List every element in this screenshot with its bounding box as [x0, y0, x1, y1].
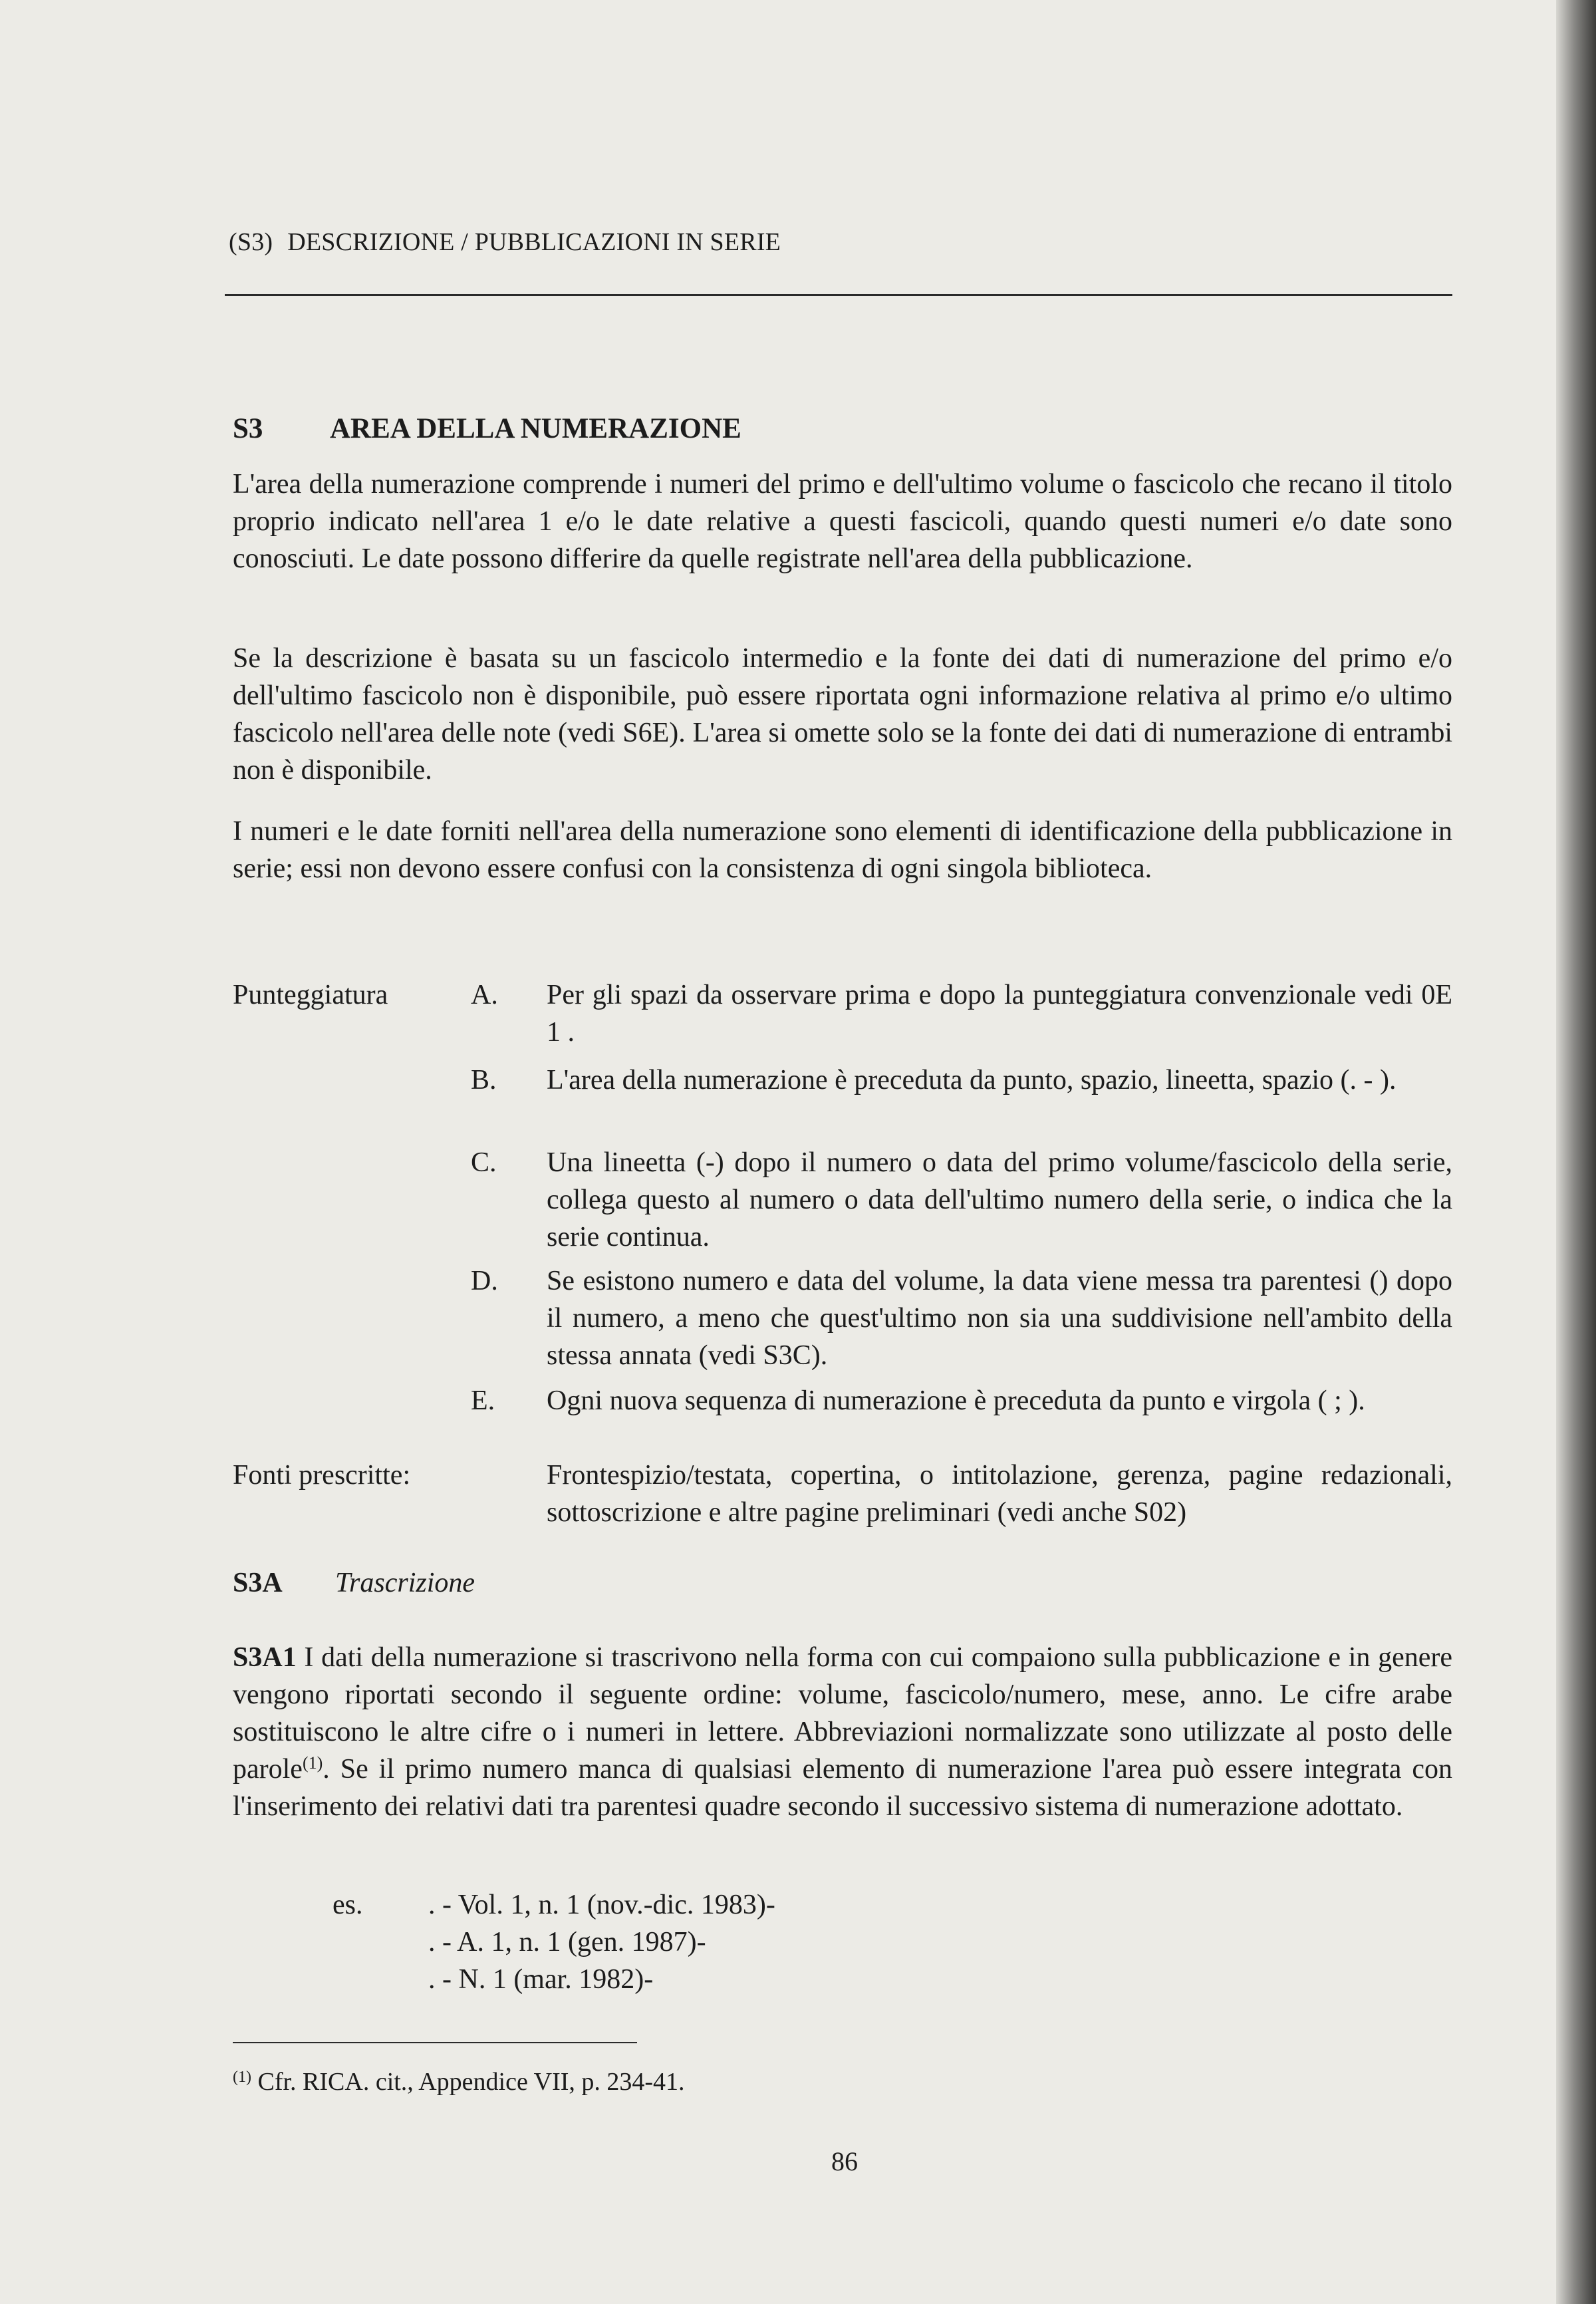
item-letter: C.	[471, 1147, 497, 1178]
item-letter: D.	[471, 1266, 498, 1296]
item-text: Una lineetta (-) dopo il numero o data del primo volume/fascicolo della serie, collega questo al numero o data dell'ultimo numero della serie, o indica che la serie continua.	[547, 1147, 1452, 1252]
subsection-heading	[233, 1567, 475, 1599]
rule-text-before: I dati della numerazione si trascrivono nella forma con cui compaiono sulla pubblicazione e in genere vengono riportati secondo il seguente ordine: volume, fascicolo/numero, mese, anno. Le cifre arabe sostituiscono le altre cifre o i numeri in lettere. Abbreviazioni normalizzate sono utilizzate al posto delle parole	[233, 1642, 1452, 1785]
example-line: . - A. 1, n. 1 (gen. 1987)-	[428, 1927, 706, 1957]
sources-label: Fonti prescritte:	[233, 1460, 411, 1491]
section-number: S3	[233, 413, 263, 444]
punctuation-label: Punteggiatura	[233, 980, 388, 1010]
footnote-marker: (1)	[233, 2069, 251, 2086]
item-text: L'area della numerazione è preceduta da punto, spazio, lineetta, spazio (. - ).	[547, 1065, 1396, 1095]
item-letter: A.	[471, 980, 498, 1010]
paragraph-3: I numeri e le date forniti nell'area della numerazione sono elementi di identificazione della pubblicazione in serie; essi non devono essere confusi con la consistenza di ogni singola biblioteca.	[233, 816, 1452, 884]
footnote-reference: (1)	[302, 1753, 323, 1773]
footnote-text: Cfr. RICA. cit., Appendice VII, p. 234-41.	[251, 2068, 685, 2096]
item-letter: B.	[471, 1065, 497, 1095]
punctuation-item-a	[471, 976, 1452, 1051]
subsection-number: S3A	[233, 1568, 283, 1598]
item-letter: E.	[471, 1385, 495, 1416]
example-line: . - Vol. 1, n. 1 (nov.-dic. 1983)-	[428, 1890, 775, 1920]
page-edge-shadow	[1556, 0, 1596, 2304]
rule-number: S3A1	[233, 1642, 297, 1673]
footnote	[233, 2067, 685, 2096]
header-title: DESCRIZIONE / PUBBLICAZIONI IN SERIE	[287, 228, 781, 256]
item-text: Ogni nuova sequenza di numerazione è preceduta da punto e virgola ( ; ).	[547, 1385, 1365, 1416]
rule-s3a1	[233, 1639, 1452, 1825]
examples-block	[332, 1886, 775, 1998]
example-line: . - N. 1 (mar. 1982)-	[428, 1964, 654, 1995]
examples-label: es.	[332, 1890, 363, 1920]
punctuation-item-d	[471, 1262, 1452, 1374]
header-rule	[225, 294, 1452, 296]
page-number: 86	[831, 2146, 858, 2176]
punctuation-item-c	[471, 1144, 1452, 1256]
paragraph-1: L'area della numerazione comprende i numeri del primo e dell'ultimo volume o fascicolo che recano il titolo proprio indicato nell'area 1 e/o le date relative a questi fascicoli, quando questi numeri e/o date sono conosciuti. Le date possono differire da quelle registrate nell'area della pubblicazione.	[233, 469, 1452, 574]
subsection-title: Trascrizione	[335, 1568, 475, 1598]
footnote-rule	[233, 2042, 637, 2043]
paragraph-2: Se la descrizione è basata su un fascicolo intermedio e la fonte dei dati di numerazione del primo e/o dell'ultimo fascicolo non è disponibile, può essere riportata ogni informazione relativa al primo e/o ultimo fascicolo nell'area delle note (vedi S6E). L'area si omette solo se la fonte dei dati di numerazione di entrambi non è disponibile.	[233, 643, 1452, 786]
section-heading	[233, 412, 741, 445]
header-code: (S3)	[229, 228, 273, 256]
running-header	[229, 227, 1452, 257]
punctuation-item-e	[471, 1382, 1452, 1419]
item-text: Per gli spazi da osservare prima e dopo la punteggiatura convenzionale vedi 0E 1 .	[547, 980, 1452, 1048]
sources-text: Frontespizio/testata, copertina, o intitolazione, gerenza, pagine redazionali, sottoscrizione e altre pagine preliminari (vedi anche S02)	[547, 1460, 1452, 1528]
rule-text-after: . Se il primo numero manca di qualsiasi elemento di numerazione l'area può essere integrata con l'inserimento dei relativi dati tra parentesi quadre secondo il successivo sistema di numerazione adottato.	[233, 1754, 1452, 1822]
item-text: Se esistono numero e data del volume, la data viene messa tra parentesi () dopo il numero, a meno che quest'ultimo non sia una suddivisione nell'ambito della stessa annata (vedi S3C).	[547, 1266, 1452, 1371]
section-title: AREA DELLA NUMERAZIONE	[330, 413, 741, 444]
sources-text-block	[471, 1457, 1452, 1531]
punctuation-item-b	[471, 1062, 1452, 1099]
